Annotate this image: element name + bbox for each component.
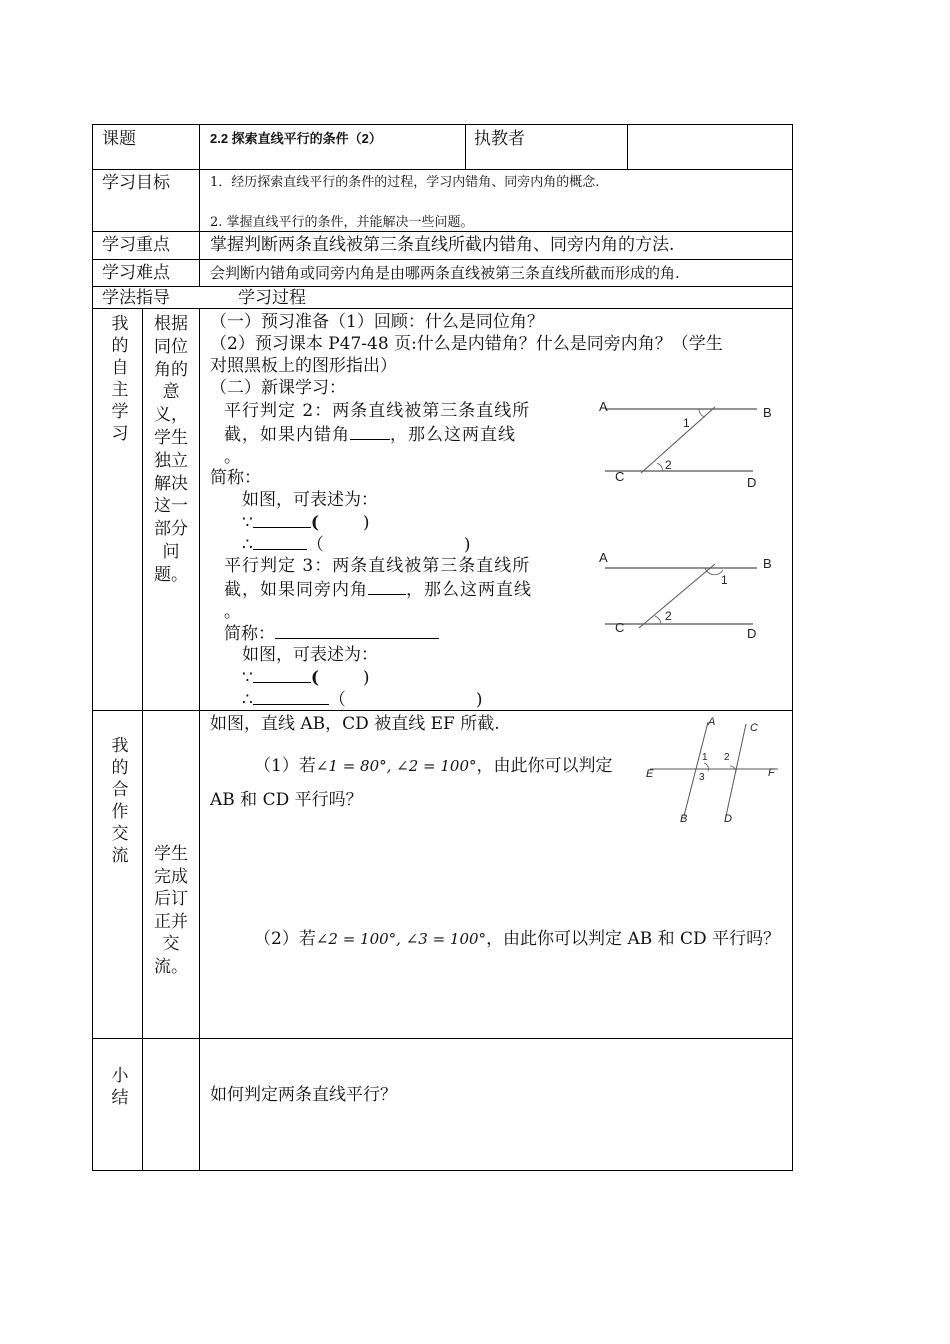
coop-fig-F: F bbox=[768, 767, 775, 779]
rule2-expression: 如图，可表述为： bbox=[242, 490, 378, 510]
rule2-because: ∵ ( ) bbox=[242, 513, 370, 533]
rule3-short-blank[interactable] bbox=[275, 622, 439, 639]
coop-fig-angle-1: 1 bbox=[702, 752, 708, 763]
method-label: 学法指导 bbox=[102, 288, 170, 308]
self-study-guide: 根据 同位 角的 意 义， 学生 独立 解决 这一 部分 问 题。 bbox=[154, 314, 188, 585]
rule2-therefore-blank[interactable] bbox=[253, 533, 307, 550]
rule3-therefore-blank[interactable] bbox=[253, 688, 329, 705]
fig2-label-C: C bbox=[615, 620, 625, 635]
fig1-label-D: D bbox=[747, 475, 757, 490]
rule3-line-1: 平行判定 3：两条直线被第三条直线所 bbox=[224, 556, 531, 576]
coop-fig-angle-3: 3 bbox=[699, 772, 705, 783]
fig1-label-C: C bbox=[615, 469, 625, 484]
rule2-line-1: 平行判定 2：两条直线被第三条直线所 bbox=[224, 401, 531, 421]
rule3-because-blank[interactable] bbox=[253, 666, 311, 683]
fig2-label-A: A bbox=[599, 550, 608, 565]
rule3-short: 简称： bbox=[224, 622, 439, 645]
teacher-label: 执教者 bbox=[474, 129, 525, 149]
rule3-expression: 如图，可表述为： bbox=[242, 645, 378, 665]
rule2-blank[interactable] bbox=[350, 423, 390, 440]
coop-fig-A: A bbox=[708, 716, 716, 728]
cooperation-intro: 如图，直线 AB，CD 被直线 EF 所截. bbox=[210, 714, 500, 734]
fig2-angle-2: 2 bbox=[665, 609, 672, 623]
new-lesson-heading: （二）新课学习： bbox=[210, 378, 346, 398]
rule3-blank[interactable] bbox=[368, 578, 406, 595]
fig1-label-B: B bbox=[763, 405, 772, 420]
coop-fig-D: D bbox=[724, 813, 732, 825]
question-1-line-2: AB 和 CD 平行吗？ bbox=[210, 790, 363, 810]
figure-alternate-angles bbox=[595, 395, 785, 495]
cooperation-label: 我 的 合 作 交 流 bbox=[111, 736, 129, 866]
cooperation-guide: 学生 完成 后订 正并 交 流。 bbox=[154, 844, 188, 977]
preview-line-2: （2）预习课本 P47-48 页:什么是内错角？什么是同旁内角？（学生 bbox=[210, 334, 723, 354]
fig1-label-A: A bbox=[599, 399, 608, 414]
figure-transversal bbox=[640, 714, 785, 826]
rule3-line-2: 截，如果同旁内角 ，那么这两直线 bbox=[224, 580, 532, 600]
fig2-angle-1: 1 bbox=[721, 573, 728, 587]
preview-line-3: 对照黑板上的图形指出） bbox=[210, 356, 397, 376]
rule3-therefore: ∴ （ ) bbox=[242, 690, 483, 710]
goal-item-1: 1．经历探索直线平行的条件的过程，学习内错角、同旁内角的概念. bbox=[210, 175, 600, 190]
rule3-because: ∵ ( ) bbox=[242, 668, 370, 688]
key-point-label: 学习重点 bbox=[102, 235, 170, 255]
goal-item-2: 2. 掌握直线平行的条件，并能解决一些问题。 bbox=[210, 215, 474, 230]
rule2-therefore: ∴ （ ) bbox=[242, 535, 471, 555]
question-1: （1）若∠1 = 80°, ∠2 = 100°，由此你可以判定 bbox=[254, 756, 613, 776]
rule2-line-2: 截，如果内错角 ，那么这两直线 bbox=[224, 425, 516, 445]
summary-question: 如何判定两条直线平行？ bbox=[210, 1085, 397, 1105]
difficulty-text: 会判断内错角或同旁内角是由哪两条直线被第三条直线所截而形成的角. bbox=[210, 264, 680, 282]
fig1-angle-2: 2 bbox=[665, 458, 672, 472]
summary-label: 小 结 bbox=[111, 1066, 129, 1108]
course-title: 2.2 探索直线平行的条件（2） bbox=[210, 131, 382, 146]
rule3-line-3: 。 bbox=[224, 602, 241, 622]
process-label: 学习过程 bbox=[238, 288, 306, 308]
preview-line-1: （一）预习准备（1）回顾：什么是同位角？ bbox=[210, 312, 544, 332]
coop-fig-C: C bbox=[750, 722, 758, 734]
coop-fig-E: E bbox=[646, 768, 654, 780]
fig1-angle-1: 1 bbox=[683, 416, 690, 430]
rule2-short: 简称： bbox=[210, 468, 261, 488]
key-point-text: 掌握判断两条直线被第三条直线所截内错角、同旁内角的方法. bbox=[210, 235, 675, 255]
rule2-because-blank[interactable] bbox=[253, 511, 311, 528]
figure-co-interior-angles bbox=[595, 548, 785, 648]
fig2-label-D: D bbox=[747, 626, 757, 641]
goals-label: 学习目标 bbox=[102, 173, 170, 193]
rule2-line-3: 。 bbox=[224, 447, 241, 467]
difficulty-label: 学习难点 bbox=[102, 263, 170, 283]
self-study-label: 我 的 自 主 学 习 bbox=[111, 314, 129, 444]
coop-fig-B: B bbox=[680, 813, 688, 825]
coop-fig-angle-2: 2 bbox=[724, 752, 730, 763]
question-2: （2）若∠2 = 100°, ∠3 = 100°，由此你可以判定 AB 和 CD 平行吗？ bbox=[254, 929, 781, 949]
fig2-label-B: B bbox=[763, 556, 772, 571]
course-label: 课题 bbox=[102, 129, 136, 149]
